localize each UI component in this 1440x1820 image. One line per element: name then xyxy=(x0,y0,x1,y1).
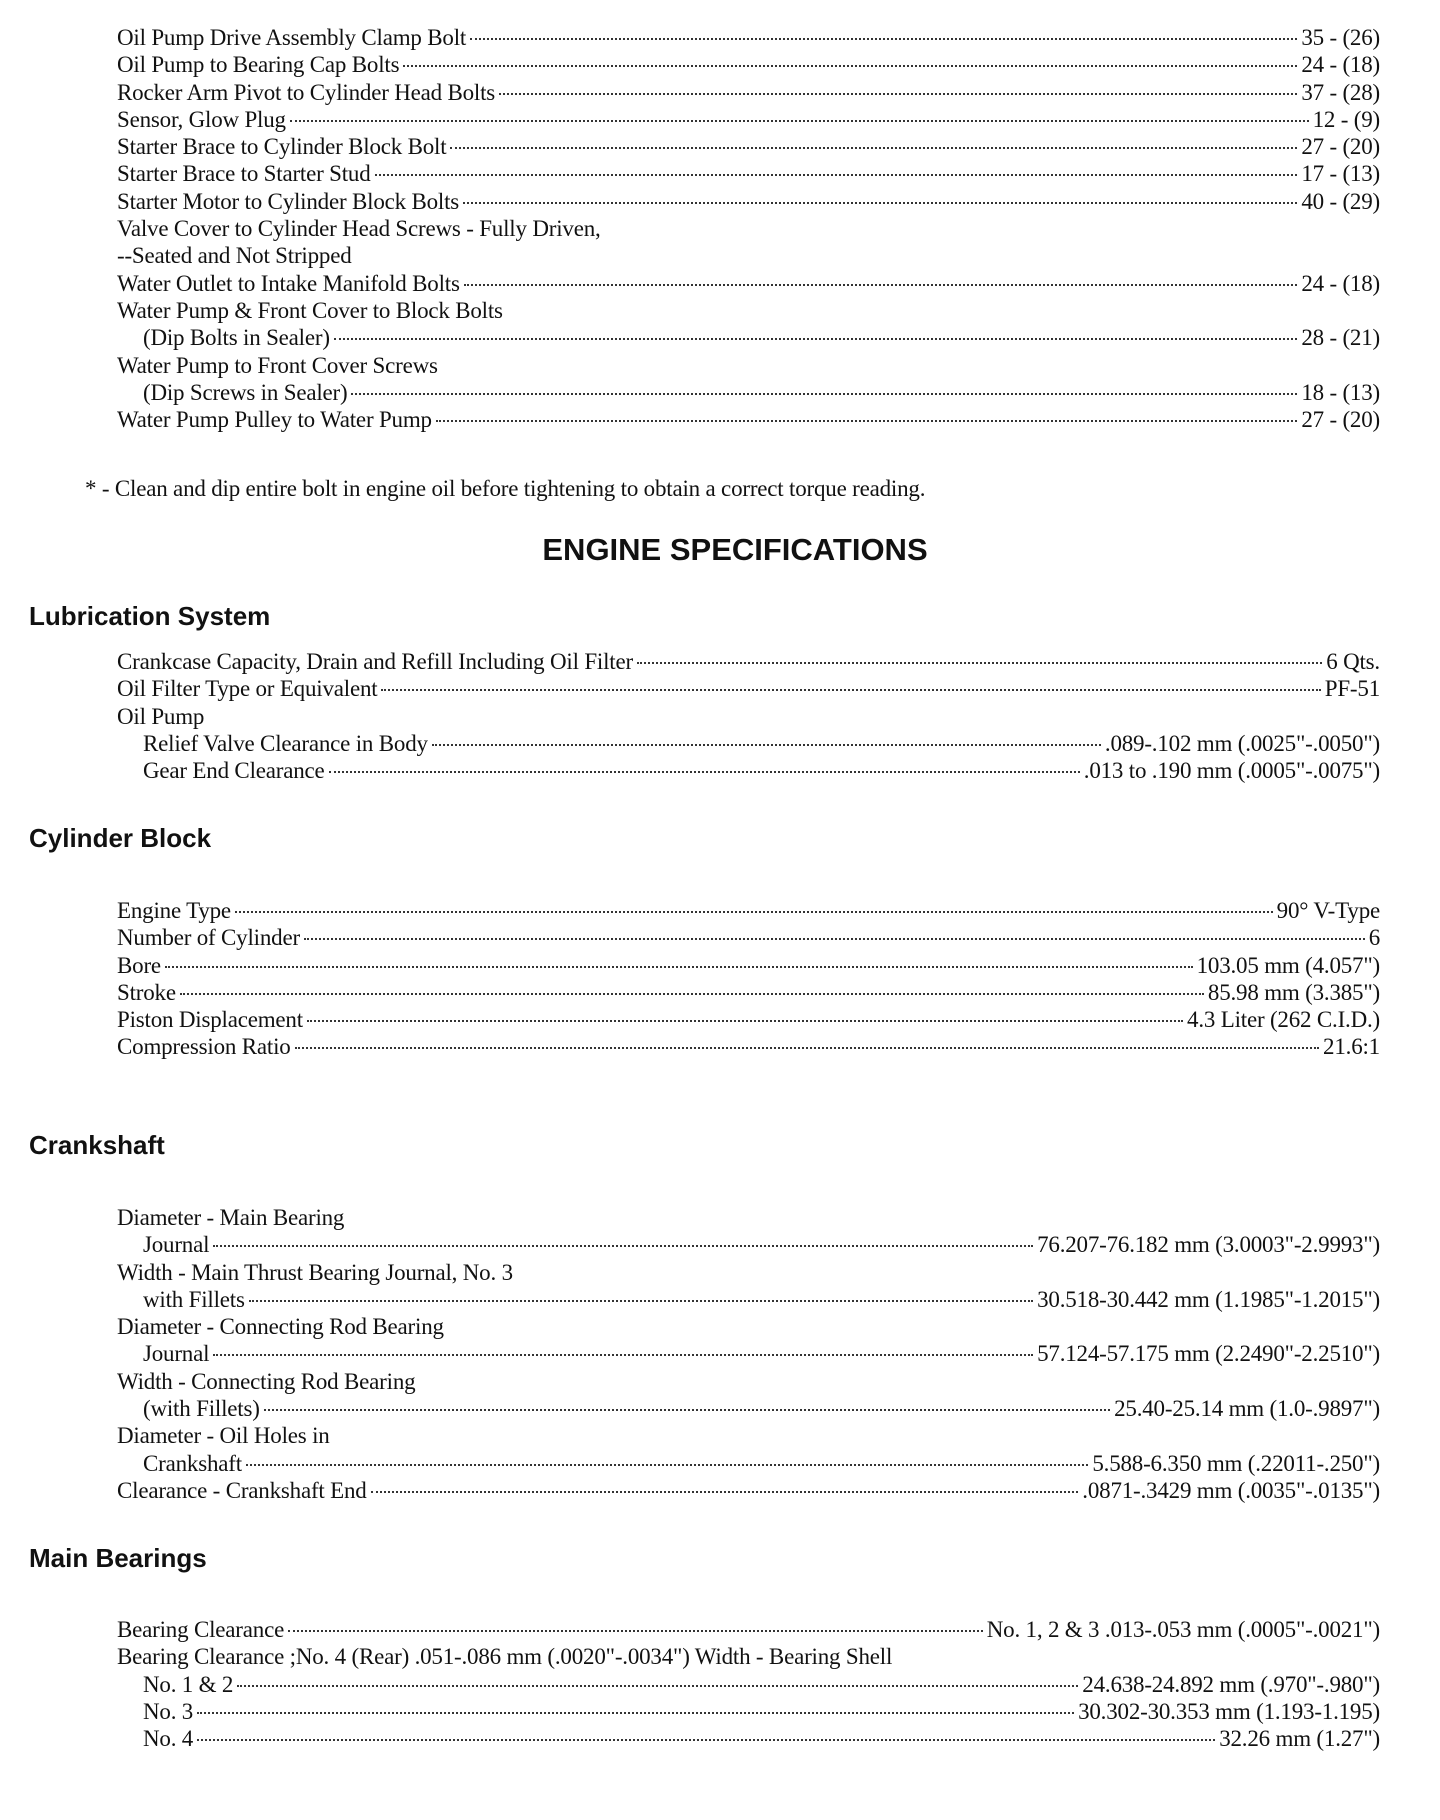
spec-value: 30.302-30.353 mm (1.193-1.195) xyxy=(1078,1698,1380,1724)
dot-leader xyxy=(463,202,1297,204)
spec-row xyxy=(117,1725,1380,1752)
spec-label: Diameter - Oil Holes in xyxy=(117,1423,330,1449)
spec-label: Starter Brace to Starter Stud xyxy=(117,161,371,187)
dot-leader xyxy=(432,744,1101,746)
spec-label: Clearance - Crankshaft End xyxy=(117,1477,367,1503)
spec-value: .089-.102 mm (.0025"-.0050") xyxy=(1104,730,1380,756)
footnote: * - Clean and dip entire bolt in engine oil before tightening to obtain a correct torque reading. xyxy=(85,476,926,501)
spec-label: Diameter - Main Bearing xyxy=(117,1205,345,1230)
spec-label: Number of Cylinder xyxy=(117,925,300,951)
spec-row xyxy=(117,1259,1380,1286)
torque-list xyxy=(117,24,1380,433)
dot-leader xyxy=(304,938,1365,940)
spec-value: .013 to .190 mm (.0005"-.0075") xyxy=(1083,758,1380,784)
spec-label: Engine Type xyxy=(117,898,231,923)
spec-label: Oil Pump to Bearing Cap Bolts xyxy=(117,52,400,78)
spec-label: No. 3 xyxy=(143,1698,194,1724)
dot-leader xyxy=(403,65,1297,67)
spec-row xyxy=(117,1395,1380,1422)
spec-value: 18 - (13) xyxy=(1301,379,1380,405)
dot-leader xyxy=(436,420,1297,422)
dot-leader xyxy=(450,147,1297,149)
spec-label: Piston Displacement xyxy=(117,1007,303,1033)
spec-row xyxy=(117,924,1380,951)
spec-label: Relief Valve Clearance in Body xyxy=(143,730,428,756)
spec-label: Valve Cover to Cylinder Head Screws - Fully Driven, xyxy=(117,216,601,242)
spec-row xyxy=(117,1643,1380,1670)
dot-leader xyxy=(237,1685,1078,1687)
dot-leader xyxy=(334,338,1298,340)
spec-label: Stroke xyxy=(117,979,176,1005)
spec-label: Starter Brace to Cylinder Block Bolt xyxy=(117,134,447,160)
spec-label: Crankcase Capacity, Drain and Refill Including Oil Filter xyxy=(117,649,633,674)
spec-value: 57.124-57.175 mm (2.2490"-2.2510") xyxy=(1037,1341,1380,1367)
lubrication-specs xyxy=(117,648,1380,784)
spec-value: 24.638-24.892 mm (.970"-.980") xyxy=(1082,1671,1380,1697)
spec-label: Bearing Clearance xyxy=(117,1617,285,1642)
spec-row xyxy=(117,1204,1380,1231)
spec-row xyxy=(117,703,1380,730)
dot-leader xyxy=(637,662,1322,664)
spec-row xyxy=(117,730,1380,757)
spec-row xyxy=(117,1368,1380,1395)
spec-row xyxy=(117,1006,1380,1033)
spec-value: 17 - (13) xyxy=(1301,161,1380,187)
spec-row xyxy=(117,1340,1380,1367)
spec-label: (Dip Bolts in Sealer) xyxy=(143,325,330,351)
spec-row xyxy=(117,897,1380,924)
spec-value: 103.05 mm (4.057") xyxy=(1196,952,1380,978)
main-bearings-specs xyxy=(117,1616,1380,1752)
spec-label: Water Outlet to Intake Manifold Bolts xyxy=(117,270,460,296)
spec-value: 6 Qts. xyxy=(1326,649,1380,674)
dot-leader xyxy=(499,93,1297,95)
spec-label: Oil Pump Drive Assembly Clamp Bolt xyxy=(117,25,467,50)
spec-label: Width - Connecting Rod Bearing xyxy=(117,1368,416,1394)
spec-label: Width - Main Thrust Bearing Journal, No. 3 xyxy=(117,1259,513,1285)
dot-leader xyxy=(165,966,1193,968)
spec-row xyxy=(117,675,1380,702)
spec-row xyxy=(117,133,1380,160)
spec-label: Bearing Clearance ;No. 4 (Rear) .051-.086 mm (.0020"-.0034") Width - Bearing Shell xyxy=(117,1644,893,1670)
spec-row xyxy=(117,1698,1380,1725)
dot-leader xyxy=(375,174,1298,176)
dot-leader xyxy=(213,1245,1033,1247)
spec-value: 76.207-76.182 mm (3.0003"-2.9993") xyxy=(1037,1232,1380,1258)
spec-row xyxy=(117,406,1380,433)
dot-leader xyxy=(329,771,1080,773)
spec-label: Compression Ratio xyxy=(117,1034,291,1060)
spec-label: Journal xyxy=(143,1341,210,1367)
dot-leader xyxy=(180,993,1204,995)
spec-label: Diameter - Connecting Rod Bearing xyxy=(117,1314,444,1340)
spec-label: --Seated and Not Stripped xyxy=(117,243,352,269)
spec-label: Crankshaft xyxy=(143,1450,242,1476)
spec-value: PF-51 xyxy=(1324,676,1380,702)
dot-leader xyxy=(351,393,1297,395)
spec-row xyxy=(117,757,1380,784)
spec-row xyxy=(117,648,1380,675)
spec-label: Water Pump to Front Cover Screws xyxy=(117,352,438,378)
spec-label: with Fillets xyxy=(143,1286,245,1312)
dot-leader xyxy=(295,1047,1319,1049)
spec-value: 85.98 mm (3.385") xyxy=(1207,979,1380,1005)
cylinder-block-specs xyxy=(117,897,1380,1061)
spec-row xyxy=(117,1313,1380,1340)
spec-value: 35 - (26) xyxy=(1301,25,1380,50)
spec-row xyxy=(117,215,1380,242)
spec-value: 6 xyxy=(1368,925,1380,951)
spec-value: 12 - (9) xyxy=(1312,106,1380,132)
dot-leader xyxy=(249,1300,1033,1302)
spec-label: (Dip Screws in Sealer) xyxy=(143,379,348,405)
spec-value: 24 - (18) xyxy=(1301,52,1380,78)
spec-row xyxy=(117,1286,1380,1313)
spec-value: 28 - (21) xyxy=(1301,325,1380,351)
spec-value: 24 - (18) xyxy=(1301,270,1380,296)
dot-leader xyxy=(371,1491,1079,1493)
dot-leader xyxy=(235,911,1273,913)
spec-row xyxy=(117,270,1380,297)
spec-value: 90° V-Type xyxy=(1276,898,1380,923)
spec-value: .0871-.3429 mm (.0035"-.0135") xyxy=(1082,1477,1380,1503)
spec-row xyxy=(117,188,1380,215)
spec-label: Oil Filter Type or Equivalent xyxy=(117,676,378,702)
spec-row xyxy=(117,106,1380,133)
dot-leader xyxy=(307,1020,1183,1022)
spec-row xyxy=(117,324,1380,351)
dot-leader xyxy=(197,1739,1215,1741)
dot-leader xyxy=(381,689,1320,691)
spec-row xyxy=(117,1231,1380,1258)
dot-leader xyxy=(264,1409,1110,1411)
spec-row xyxy=(117,51,1380,78)
crankshaft-specs xyxy=(117,1204,1380,1504)
spec-row xyxy=(117,1477,1380,1504)
spec-label: Gear End Clearance xyxy=(143,758,325,784)
dot-leader xyxy=(464,284,1298,286)
dot-leader xyxy=(197,1712,1074,1714)
spec-value: 30.518-30.442 mm (1.1985"-1.2015") xyxy=(1037,1286,1380,1312)
page-title: ENGINE SPECIFICATIONS xyxy=(542,532,928,567)
spec-value: 27 - (20) xyxy=(1301,134,1380,160)
spec-value: 25.40-25.14 mm (1.0-.9897") xyxy=(1114,1396,1380,1422)
section-heading-main-bearings: Main Bearings xyxy=(29,1543,207,1573)
section-heading-lubrication: Lubrication System xyxy=(29,601,271,631)
spec-label: Rocker Arm Pivot to Cylinder Head Bolts xyxy=(117,79,496,105)
spec-row xyxy=(117,352,1380,379)
spec-row xyxy=(117,979,1380,1006)
spec-row xyxy=(117,1033,1380,1060)
dot-leader xyxy=(470,38,1297,40)
spec-value: 4.3 Liter (262 C.I.D.) xyxy=(1187,1007,1380,1033)
spec-row xyxy=(117,952,1380,979)
spec-value: 40 - (29) xyxy=(1301,188,1380,214)
spec-label: Oil Pump xyxy=(117,703,205,729)
dot-leader xyxy=(290,120,1309,122)
spec-label: Bore xyxy=(117,952,161,978)
spec-value: 27 - (20) xyxy=(1301,407,1380,433)
spec-row xyxy=(117,1422,1380,1449)
spec-row xyxy=(117,1450,1380,1477)
dot-leader xyxy=(246,1464,1088,1466)
spec-value: 37 - (28) xyxy=(1301,79,1380,105)
spec-label: No. 4 xyxy=(143,1726,194,1752)
spec-label: No. 1 & 2 xyxy=(143,1671,234,1697)
spec-label: Starter Motor to Cylinder Block Bolts xyxy=(117,188,460,214)
spec-value: No. 1, 2 & 3 .013-.053 mm (.0005"-.0021") xyxy=(986,1617,1380,1642)
spec-row xyxy=(117,379,1380,406)
spec-row xyxy=(117,242,1380,269)
spec-row xyxy=(117,1616,1380,1643)
spec-label: Sensor, Glow Plug xyxy=(117,106,286,132)
section-heading-crankshaft: Crankshaft xyxy=(29,1130,165,1160)
section-heading-cylinder-block: Cylinder Block xyxy=(29,823,212,853)
spec-label: Journal xyxy=(143,1232,210,1258)
spec-row xyxy=(117,297,1380,324)
spec-row xyxy=(117,160,1380,187)
spec-label: Water Pump & Front Cover to Block Bolts xyxy=(117,297,503,323)
spec-value: 5.588-6.350 mm (.22011-.250") xyxy=(1092,1450,1380,1476)
spec-row xyxy=(117,79,1380,106)
spec-value: 32.26 mm (1.27") xyxy=(1219,1726,1380,1752)
spec-label: (with Fillets) xyxy=(143,1396,260,1422)
dot-leader xyxy=(288,1630,983,1632)
spec-value: 21.6:1 xyxy=(1323,1034,1380,1060)
spec-row xyxy=(117,1671,1380,1698)
spec-row xyxy=(117,24,1380,51)
spec-label: Water Pump Pulley to Water Pump xyxy=(117,407,432,433)
dot-leader xyxy=(213,1354,1033,1356)
